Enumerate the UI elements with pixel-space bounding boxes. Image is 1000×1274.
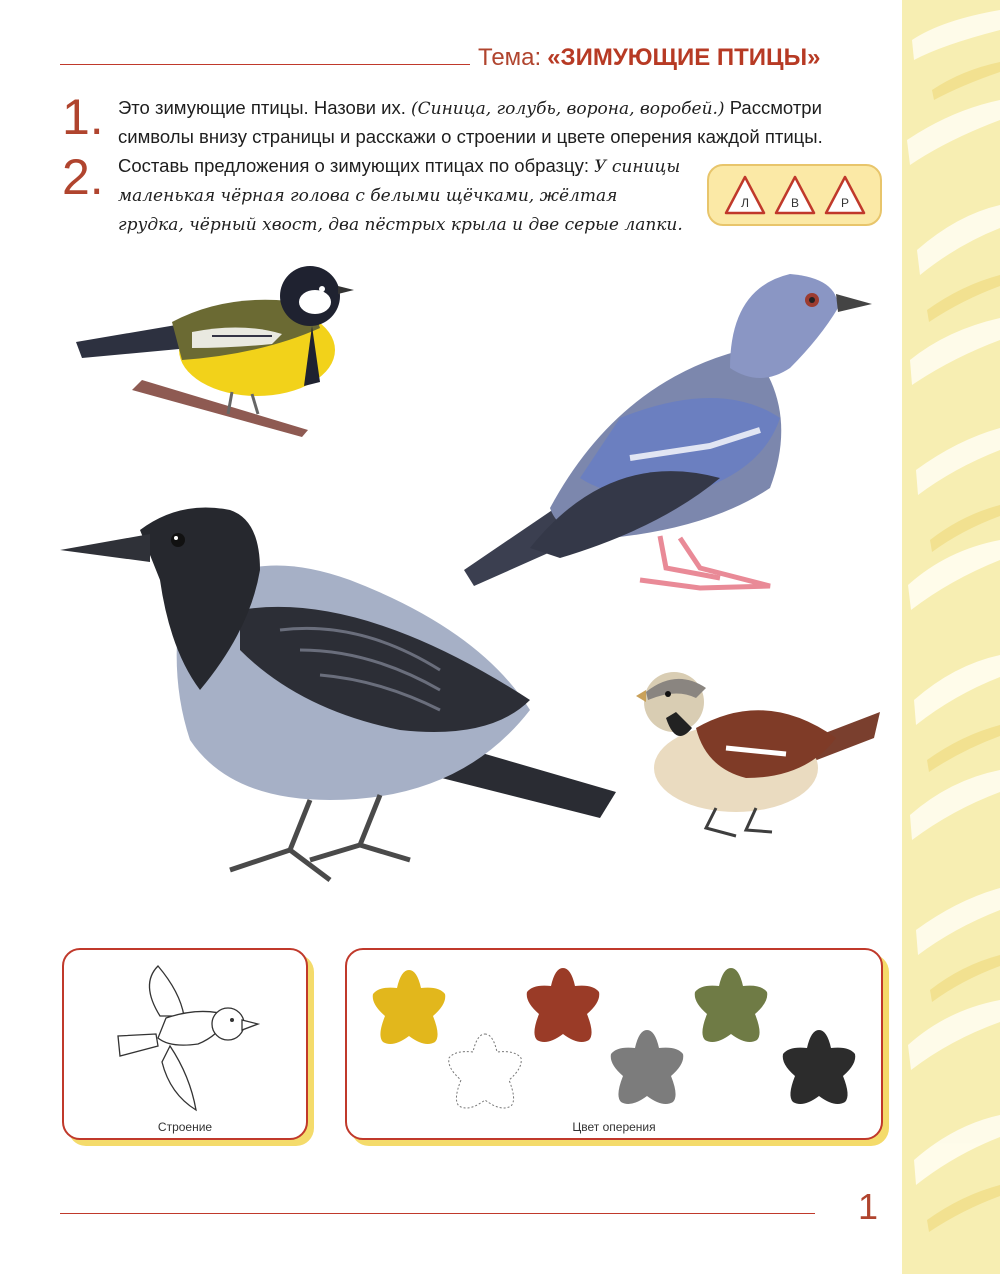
symbol-l: Л — [741, 196, 749, 210]
color-swatches — [347, 950, 883, 1120]
task-2-text — [118, 152, 683, 239]
triangle-v-icon — [773, 174, 817, 216]
crow-illustration — [60, 500, 630, 896]
white-star-icon — [449, 1034, 522, 1108]
plumage-color-label: Цвет оперения — [572, 1120, 656, 1134]
page-number: 1 — [858, 1186, 879, 1227]
structure-card — [62, 948, 308, 1140]
decorative-brush-strip — [902, 0, 1000, 1274]
header-rule — [60, 64, 470, 65]
triangle-r-icon — [823, 174, 867, 216]
footer-rule — [60, 1213, 815, 1214]
task-1-text — [118, 94, 886, 150]
task-1-italic: (Синица, голубь, ворона, воробей.) — [411, 99, 725, 119]
symbol-v: В — [790, 196, 800, 210]
structure-label: Строение — [157, 1120, 213, 1134]
topic-label: Тема: — [478, 44, 542, 71]
triangle-l-icon — [723, 174, 767, 216]
task-2-italic: У синицы маленькая чёрная голова с белыми щёчками, жёлтая грудка, чёрный хвост, два пёстрых крыла и две серые лапки. — [118, 157, 683, 235]
speech-symbols-box — [707, 164, 882, 226]
plumage-color-card — [345, 948, 883, 1140]
black-star-icon — [783, 1030, 856, 1104]
task-2-plain: Составь предложения о зимующих птицах по образцу: — [118, 155, 595, 176]
gray-star-icon — [611, 1030, 684, 1104]
page-topic — [478, 44, 820, 72]
task-1-tail: Рассмотри символы внизу страницы и расскажи о строении и цвете оперения каждой птицы. — [118, 97, 823, 147]
topic-title: «ЗИМУЮЩИЕ ПТИЦЫ» — [547, 44, 821, 71]
tit-illustration — [72, 262, 357, 447]
brown-star-icon — [527, 968, 600, 1042]
task-1-number: 1. — [62, 89, 104, 145]
yellow-star-icon — [373, 970, 446, 1044]
bird-outline-icon — [110, 964, 260, 1114]
task-2-number: 2. — [62, 149, 104, 205]
task-1-plain: Это зимующие птицы. Назови их. — [118, 97, 412, 118]
olive-star-icon — [695, 968, 768, 1042]
sparrow-illustration — [636, 668, 884, 846]
symbol-r: Р — [840, 196, 850, 210]
